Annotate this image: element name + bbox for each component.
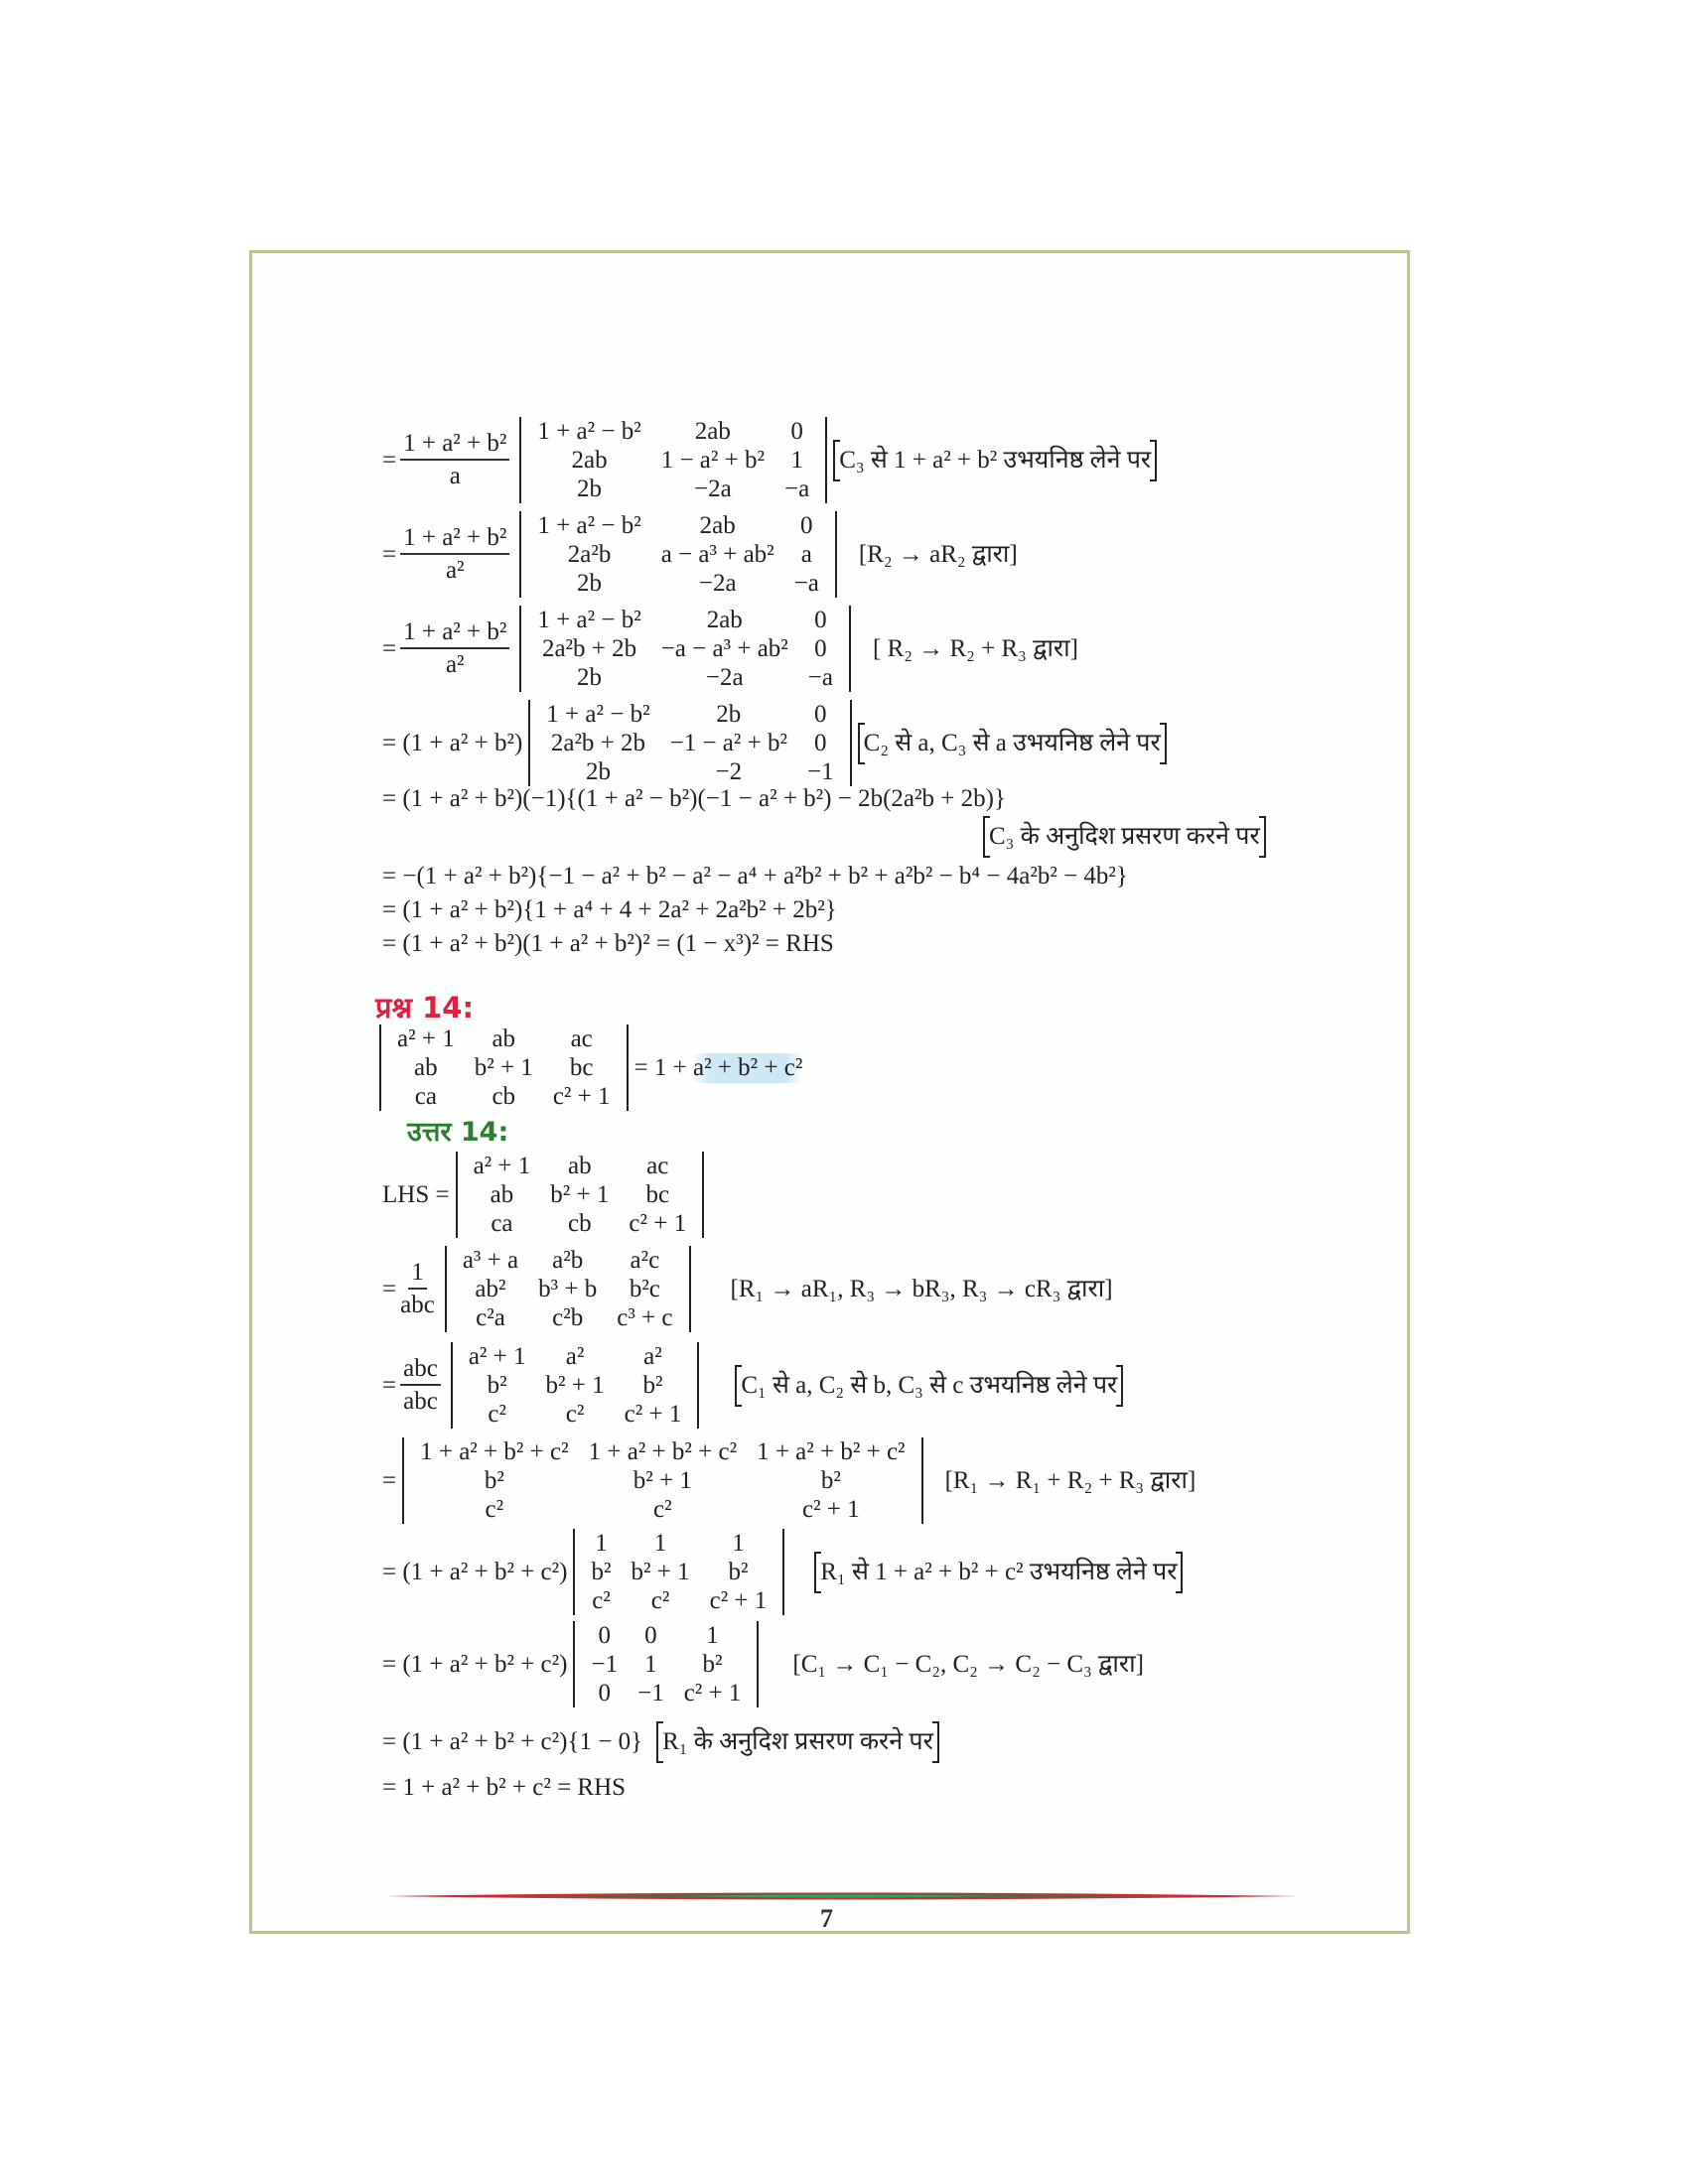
cell: cb — [568, 1210, 592, 1237]
question-statement — [379, 1024, 802, 1111]
cell: 0 — [644, 1622, 657, 1649]
step-note-text: R₂ → R₂ + R₃ द्वारा — [887, 634, 1070, 662]
determinant — [445, 1246, 691, 1332]
cell: −1 — [637, 1680, 664, 1706]
step-note: C₃ के अनुदिश प्रसरण करने पर — [983, 820, 1266, 854]
cell: ab² — [475, 1276, 506, 1302]
answer-step-1 — [382, 1152, 710, 1238]
result-line: = 1 + a² + b² + c² = RHS — [382, 1774, 627, 1801]
cell: b² — [487, 1372, 507, 1399]
cell: c² — [485, 1496, 504, 1523]
footer-divider — [385, 1892, 1299, 1900]
cell: c² + 1 — [629, 1210, 687, 1237]
step-note: C₂ से a, C₃ से a उभयनिष्ठ लेने पर — [858, 727, 1167, 760]
cell: c² — [565, 1401, 585, 1428]
determinant — [379, 1024, 629, 1111]
cell: 1 + a² − b² — [537, 418, 641, 445]
step-note: R₁ के अनुदिश प्रसरण करने पर — [656, 1725, 939, 1759]
answer-step-4 — [382, 1437, 1199, 1524]
cell: a² — [565, 1343, 585, 1370]
cell: b² — [484, 1467, 504, 1494]
cell: b² — [820, 1467, 841, 1494]
numerator: abc — [400, 1354, 441, 1386]
cell: c² + 1 — [709, 1587, 768, 1614]
cell: b²c — [629, 1276, 660, 1302]
rhs-highlight: a² + b² + c² — [692, 1053, 803, 1081]
prefix: = — [382, 634, 397, 662]
cell: ab — [568, 1153, 592, 1179]
cell: −a — [784, 476, 810, 502]
cell: b² — [642, 1372, 663, 1399]
numerator: 1 + a² + b² — [400, 429, 509, 461]
cell: ac — [570, 1025, 593, 1052]
prefix: LHS = — [382, 1180, 450, 1208]
cell: a²c — [630, 1247, 660, 1274]
step-note: R₁ से 1 + a² + b² + c² उभयनिष्ठ लेने पर — [814, 1556, 1183, 1589]
cell: a³ + a — [462, 1247, 519, 1274]
cell: −2a — [698, 570, 737, 597]
cell: c² — [592, 1587, 611, 1614]
cell: b² + 1 — [631, 1559, 690, 1585]
cell: c² — [650, 1587, 670, 1614]
cell: ab — [490, 1181, 514, 1208]
answer-step-5 — [382, 1529, 1183, 1615]
prefix: = — [382, 1371, 397, 1399]
cell: c² — [488, 1401, 506, 1428]
cell: 0 — [790, 418, 803, 445]
cell: b² — [702, 1651, 723, 1678]
determinant — [528, 700, 851, 786]
step-note: C₁ से a, C₂ से b, C₃ से c उभयनिष्ठ लेने पर — [735, 1369, 1123, 1403]
cell: a² + 1 — [468, 1343, 526, 1370]
cell: b² + 1 — [633, 1467, 692, 1494]
cell: a — [800, 541, 812, 568]
step-note: [R₁ → R₁ + R₂ + R₃ द्वारा] — [944, 1466, 1196, 1494]
expansion-line: = (1 + a² + b²){1 + a⁴ + 4 + 2a² + 2a²b² + 2b²} — [382, 896, 837, 923]
cell: b² — [591, 1559, 612, 1585]
cell: 0 — [598, 1622, 612, 1649]
prev-step-1 — [382, 417, 1157, 503]
cell: 2b — [577, 570, 603, 597]
cell: 2b — [716, 701, 742, 728]
cell: 1 + a² − b² — [537, 512, 641, 539]
prev-step-2 — [382, 511, 1022, 598]
cell: 2a²b + 2b — [541, 635, 637, 662]
denominator: a — [449, 462, 461, 489]
cell: 1 + a² − b² — [537, 607, 641, 633]
cell: −2a — [694, 476, 732, 502]
cell: 1 − a² + b² — [660, 447, 765, 474]
fraction — [400, 1258, 435, 1321]
question-heading: प्रश्न 14: — [375, 991, 475, 1024]
fraction — [400, 617, 509, 681]
cell: bc — [645, 1181, 670, 1208]
step-note: [C₁ → C₁ − C₂, C₂ → C₂ − C₃ द्वारा] — [792, 1650, 1144, 1678]
cell: c²b — [552, 1304, 584, 1331]
determinant — [402, 1437, 922, 1524]
step-note-text: R₁ → R₁ + R₂ + R₃ द्वारा — [952, 1466, 1188, 1494]
cell: c³ + c — [617, 1304, 673, 1331]
cell: −a — [793, 570, 819, 597]
prefix: = — [382, 1275, 397, 1302]
cell: ab — [492, 1025, 516, 1052]
determinant — [573, 1621, 759, 1707]
cell: b³ + b — [538, 1276, 598, 1302]
expansion-line: = (1 + a² + b² + c²){1 − 0} — [382, 1728, 643, 1755]
cell: −2a — [705, 664, 744, 691]
cell: b² + 1 — [474, 1054, 533, 1081]
cell: c²a — [476, 1304, 505, 1331]
prefix: = — [382, 1466, 397, 1494]
cell: cb — [492, 1083, 516, 1110]
cell: 1 — [644, 1651, 657, 1678]
cell: −2 — [715, 758, 743, 785]
expansion-line: = −(1 + a² + b²){−1 − a² + b² − a² − a⁴ + a²b² + b² + a²b² − b⁴ − 4a²b² − 4b²} — [382, 863, 1128, 889]
cell: 1 — [732, 1530, 745, 1557]
cell: 2ab — [694, 418, 731, 445]
prefix: = (1 + a² + b²) — [382, 729, 523, 756]
cell: c² + 1 — [552, 1083, 611, 1110]
cell: 2ab — [699, 512, 736, 539]
cell: 2ab — [706, 607, 743, 633]
cell: bc — [569, 1054, 594, 1081]
prev-step-3 — [382, 606, 1082, 692]
numerator: 1 — [408, 1258, 427, 1290]
result-line: = (1 + a² + b²)(1 + a² + b²)² = (1 − x³)² = RHS — [382, 930, 834, 957]
determinant — [456, 1152, 705, 1238]
cell: ab — [414, 1054, 438, 1081]
answer-heading: उत्तर 14: — [407, 1117, 509, 1148]
cell: 1 — [790, 447, 803, 474]
cell: b² — [728, 1559, 749, 1585]
cell: a − a³ + ab² — [660, 541, 774, 568]
rhs-start: = 1 + — [633, 1053, 693, 1081]
cell: 2ab — [571, 447, 608, 474]
determinant — [519, 417, 827, 503]
cell: b² + 1 — [550, 1181, 610, 1208]
prefix: = — [382, 446, 397, 474]
determinant — [519, 606, 851, 692]
prefix: = — [382, 540, 397, 568]
prefix: = (1 + a² + b² + c²) — [382, 1558, 568, 1585]
step-note: [R₂ → aR₂ द्वारा] — [858, 540, 1018, 568]
denominator: a² — [445, 556, 465, 584]
fraction — [400, 523, 509, 587]
cell: 1 + a² + b² + c² — [588, 1438, 738, 1465]
cell: 1 + a² + b² + c² — [420, 1438, 569, 1465]
cell: c² — [653, 1496, 672, 1523]
step-note: [R₁ → aR₁, R₃ → bR₃, R₃ → cR₃ द्वारा] — [730, 1275, 1113, 1302]
denominator: a² — [445, 650, 465, 678]
prefix: = (1 + a² + b² + c²) — [382, 1650, 568, 1678]
denominator: abc — [400, 1291, 435, 1318]
cell: −a − a³ + ab² — [660, 635, 788, 662]
step-note: C₃ से 1 + a² + b² उभयनिष्ठ लेने पर — [833, 444, 1157, 478]
determinant — [451, 1342, 700, 1429]
cell: 0 — [814, 635, 827, 662]
cell: a² + 1 — [473, 1153, 531, 1179]
fraction — [400, 1354, 441, 1418]
answer-step-2 — [382, 1246, 1117, 1332]
step-note-text: R₁ → aR₁, R₃ → bR₃, R₃ → cR₃ द्वारा — [738, 1275, 1105, 1302]
cell: a² + 1 — [397, 1025, 455, 1052]
cell: 2b — [577, 476, 603, 502]
cell: b² + 1 — [545, 1372, 605, 1399]
fraction — [400, 429, 509, 492]
cell: 2b — [585, 758, 611, 785]
cell: c² + 1 — [624, 1401, 682, 1428]
answer-expansion — [382, 1725, 939, 1759]
cell: 0 — [598, 1680, 612, 1706]
answer-step-3 — [382, 1342, 1123, 1429]
cell: ac — [646, 1153, 669, 1179]
cell: 2b — [577, 664, 603, 691]
cell: c² + 1 — [683, 1680, 742, 1706]
cell: 0 — [800, 512, 813, 539]
cell: 1 — [653, 1530, 667, 1557]
numerator: 1 + a² + b² — [400, 523, 509, 555]
determinant — [519, 511, 836, 598]
cell: −1 — [806, 758, 834, 785]
cell: ca — [491, 1210, 513, 1237]
step-note-text: C₁ → C₁ − C₂, C₂ → C₂ − C₃ द्वारा — [800, 1650, 1136, 1678]
cell: c² + 1 — [801, 1496, 860, 1523]
cell: 0 — [814, 730, 827, 756]
cell: 1 + a² − b² — [546, 701, 650, 728]
cell: 2a²b — [567, 541, 612, 568]
cell: 1 + a² + b² + c² — [757, 1438, 906, 1465]
determinant — [573, 1529, 784, 1615]
cell: 2a²b + 2b — [550, 730, 646, 756]
answer-step-6 — [382, 1621, 1148, 1707]
step-note: [ R₂ → R₂ + R₃ द्वारा] — [872, 634, 1078, 662]
cell: 1 — [706, 1622, 719, 1649]
step-note-text: R₂ → aR₂ द्वारा — [867, 540, 1010, 568]
expansion-line: = (1 + a² + b²)(−1){(1 + a² − b²)(−1 − a² + b²) − 2b(2a²b + 2b)} — [382, 785, 1006, 812]
cell: a² — [643, 1343, 662, 1370]
cell: −a — [807, 664, 833, 691]
cell: 0 — [814, 701, 827, 728]
denominator: abc — [403, 1387, 438, 1415]
cell: a²b — [552, 1247, 584, 1274]
cell: 0 — [814, 607, 827, 633]
cell: ca — [414, 1083, 437, 1110]
cell: −1 — [591, 1651, 619, 1678]
cell: 1 — [595, 1530, 608, 1557]
prev-step-4 — [382, 700, 1167, 786]
cell: −1 − a² + b² — [669, 730, 787, 756]
page-number: 7 — [820, 1904, 833, 1933]
numerator: 1 + a² + b² — [400, 617, 509, 649]
